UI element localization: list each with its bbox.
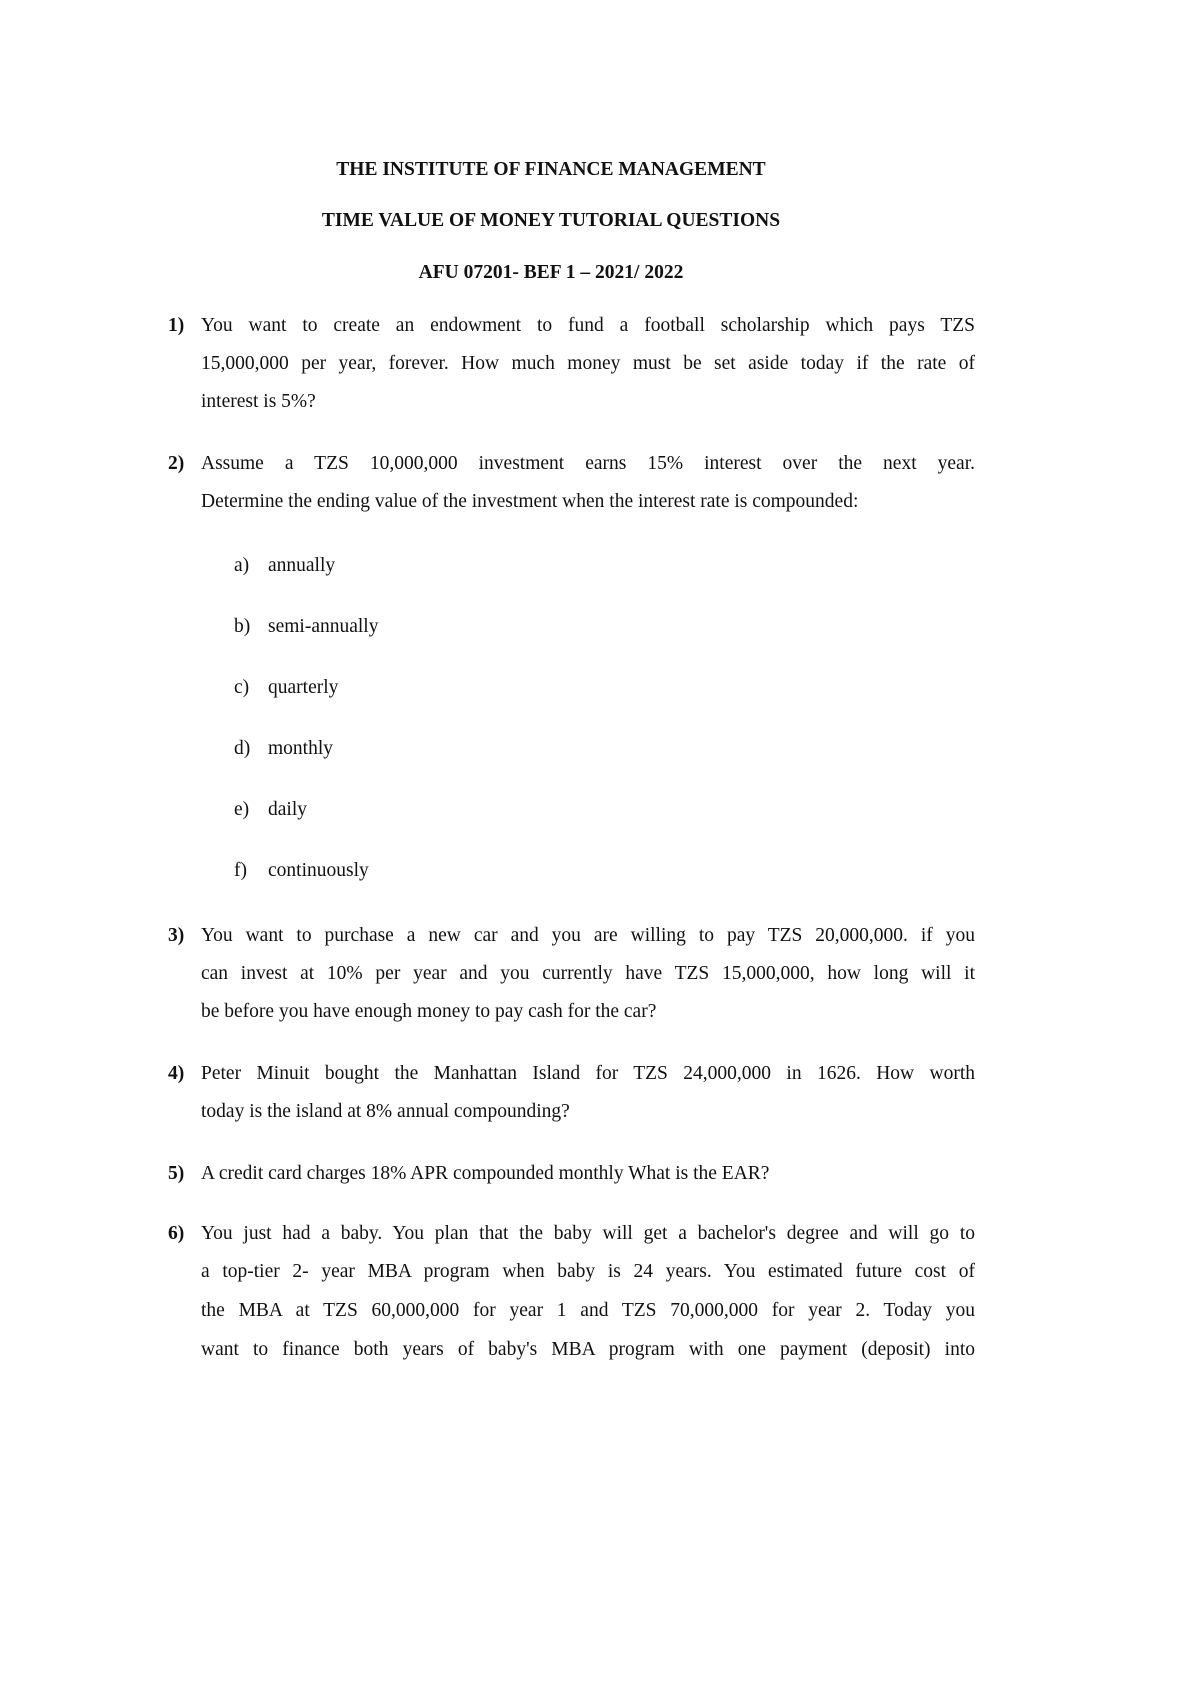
question-number: 6) bbox=[168, 1223, 185, 1244]
subitem-label: d) bbox=[234, 738, 251, 759]
subitem-text: monthly bbox=[268, 738, 334, 759]
question-line: You want to create an endowment to fund a football scholarship which pays TZS bbox=[201, 315, 975, 336]
subitem-label: f) bbox=[234, 860, 247, 881]
subitem-text: annually bbox=[268, 555, 336, 576]
question-line: You just had a baby. You plan that the baby will get a bachelor's degree and will go to bbox=[201, 1223, 975, 1244]
subitem-text: daily bbox=[268, 799, 307, 820]
question-line: can invest at 10% per year and you currently have TZS 15,000,000, how long will it bbox=[201, 963, 975, 984]
subitem-text: semi-annually bbox=[268, 616, 379, 637]
question-line: A credit card charges 18% APR compounded monthly What is the EAR? bbox=[201, 1163, 770, 1184]
course-code: AFU 07201- BEF 1 – 2021/ 2022 bbox=[418, 262, 684, 283]
question-number: 5) bbox=[168, 1163, 185, 1184]
question-line: the MBA at TZS 60,000,000 for year 1 and TZS 70,000,000 for year 2. Today you bbox=[201, 1300, 975, 1321]
question-number: 1) bbox=[168, 315, 185, 336]
subitem-text: quarterly bbox=[268, 677, 339, 698]
question-line: Peter Minuit bought the Manhattan Island for TZS 24,000,000 in 1626. How worth bbox=[201, 1063, 975, 1084]
subitem-text: continuously bbox=[268, 860, 369, 881]
question-number: 3) bbox=[168, 925, 185, 946]
subitem-label: c) bbox=[234, 677, 250, 698]
subitem-label: a) bbox=[234, 555, 250, 576]
question-number: 4) bbox=[168, 1063, 185, 1084]
question-line: be before you have enough money to pay cash for the car? bbox=[201, 1001, 657, 1022]
institution-heading: THE INSTITUTE OF FINANCE MANAGEMENT bbox=[336, 159, 766, 180]
document-title: TIME VALUE OF MONEY TUTORIAL QUESTIONS bbox=[321, 210, 781, 231]
question-line: Determine the ending value of the investment when the interest rate is compounded: bbox=[201, 491, 859, 512]
question-line: a top-tier 2- year MBA program when baby is 24 years. You estimated future cost of bbox=[201, 1261, 975, 1282]
question-number: 2) bbox=[168, 453, 185, 474]
question-line: 15,000,000 per year, forever. How much money must be set aside today if the rate of bbox=[201, 353, 975, 374]
question-line: You want to purchase a new car and you are willing to pay TZS 20,000,000. if you bbox=[201, 925, 975, 946]
subitem-label: b) bbox=[234, 616, 251, 637]
question-line: Assume a TZS 10,000,000 investment earns 15% interest over the next year. bbox=[201, 453, 975, 474]
question-line: interest is 5%? bbox=[201, 391, 316, 412]
question-line: today is the island at 8% annual compounding? bbox=[201, 1101, 570, 1122]
question-line: want to finance both years of baby's MBA program with one payment (deposit) into bbox=[201, 1339, 975, 1360]
subitem-label: e) bbox=[234, 799, 250, 820]
